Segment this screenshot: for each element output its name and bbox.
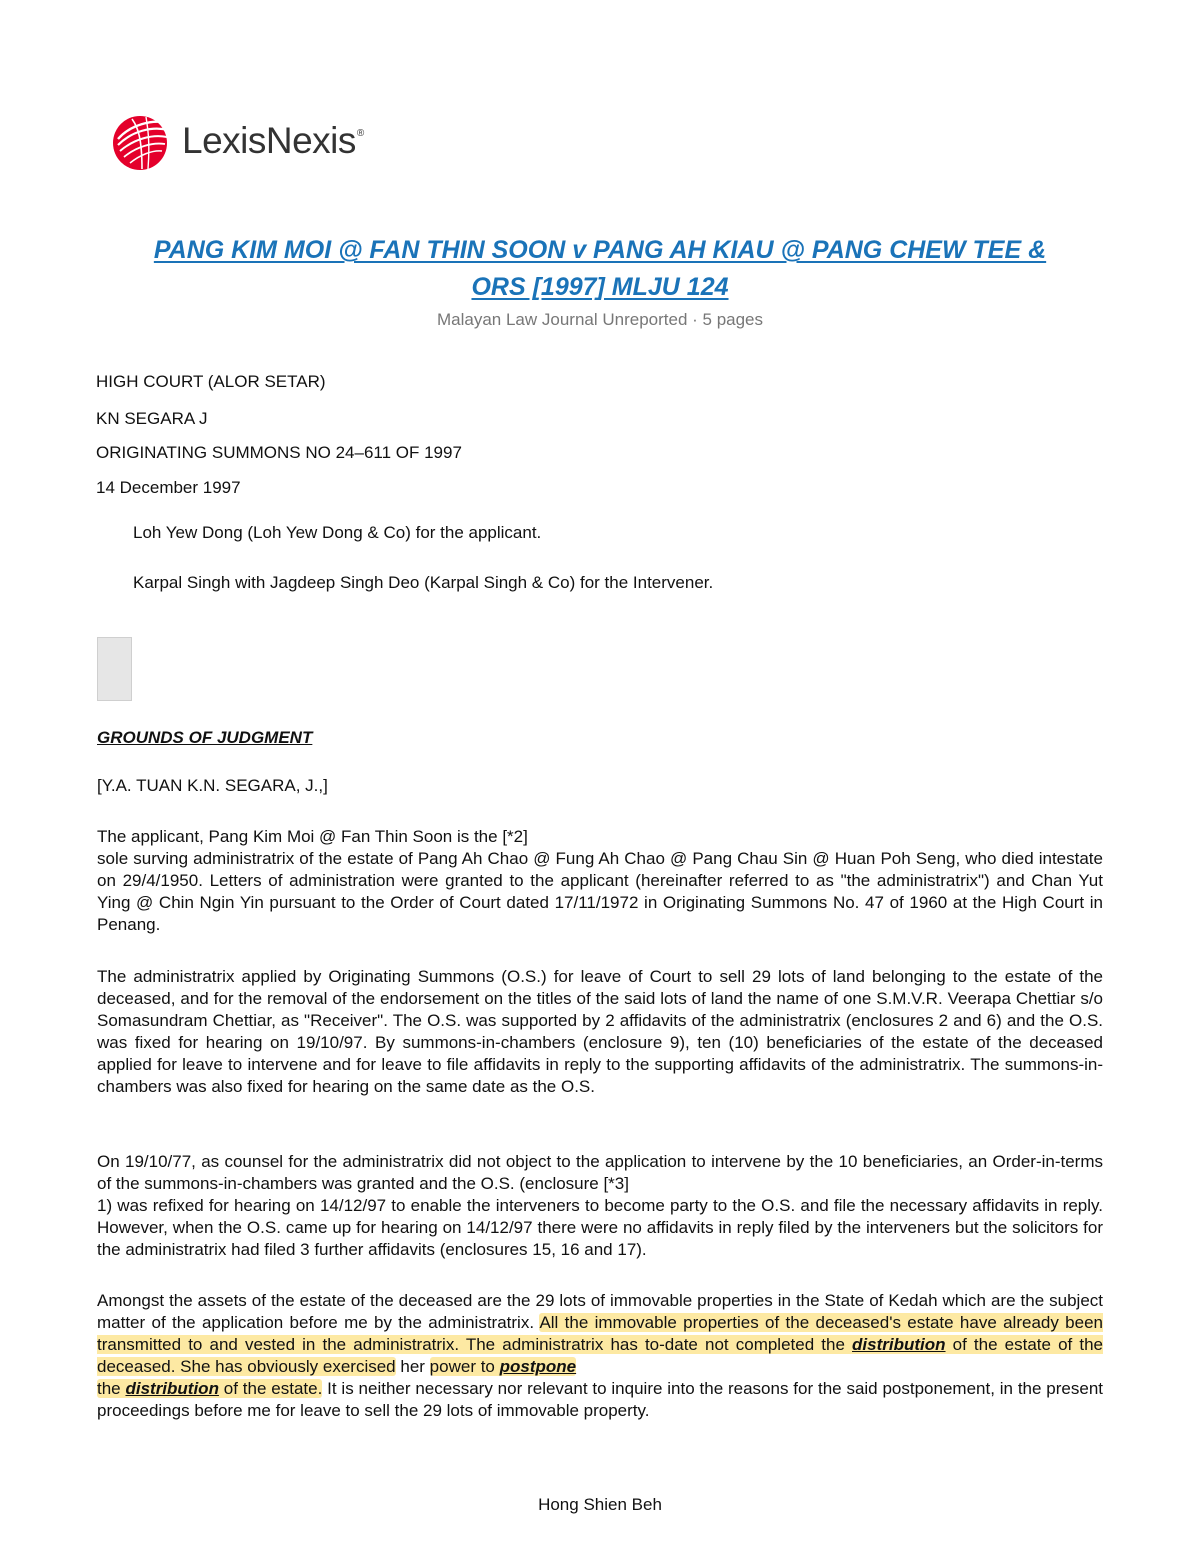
paragraph-3-body: 1) was refixed for hearing on 14/12/97 to enable the interveners to become party to the O.S. and file the necessary affidavits in reply. However, when the O.S. came up for hearing on 14/12/97 there were no affidavits in reply filed by the interveners but the solicitors for the administratrix had filed 3 further affidavits (enclosures 15, 16 and 17). bbox=[97, 1196, 1103, 1259]
paragraph-2: The administratrix applied by Originating Summons (O.S.) for leave of Court to sell 29 lots of land belonging to the estate of the deceased, and for the removal of the endorsement on the titles of the said lots of land the name of one S.M.V.R. Veerapa Chettiar s/o Somasundram Chettiar, as "Receiver". The O.S. was supported by 2 affidavits of the administratrix (enclosures 2 and 6) and the O.S. was fixed for hearing on 19/10/97. By summons-in-chambers (enclosure 9), ten (10) beneficiaries of the estate of the deceased applied for leave to intervene and for leave to file affidavits in reply to the supporting affidavits of the administratrix. The summons-in-chambers was also fixed for hearing on the same date as the O.S. bbox=[97, 967, 1103, 1096]
paragraph-3 bbox=[97, 1151, 1103, 1261]
image-placeholder bbox=[97, 637, 132, 701]
paragraph-4: Amongst the assets of the estate of the deceased are the 29 lots of immovable properties in the State of Kedah which are the subject matter of the application before me by the administratrix. All the immovable properties of the deceased's estate have already been transmitted to and vested in the administratrix. The administratrix has to-date not completed the distribution of the estate of the deceased. She has obviously exercised her power to postpone the distribution of the estate. It is neither necessary nor relevant to inquire into the reasons for the said postponement, in the present proceedings before me for leave to sell the 29 lots of immovable property. bbox=[97, 1291, 1104, 1420]
counsel-applicant: Loh Yew Dong (Loh Yew Dong & Co) for the applicant. bbox=[133, 523, 542, 542]
keyword-postpone: postpone bbox=[499, 1357, 577, 1376]
case-title-line-2[interactable]: ORS [1997] MLJU 124 bbox=[471, 273, 729, 301]
logo-wordmark: LexisNexis® bbox=[182, 120, 364, 161]
judgment-date: 14 December 1997 bbox=[96, 478, 241, 497]
keyword-distribution: distribution bbox=[852, 1335, 946, 1354]
case-source: Malayan Law Journal Unreported · 5 pages bbox=[436, 310, 764, 329]
judge-name: KN SEGARA J bbox=[96, 409, 208, 428]
case-title-link[interactable] bbox=[100, 232, 1100, 306]
highlight-3: the distribution of the estate. bbox=[97, 1379, 323, 1398]
page-footer-author: Hong Shien Beh bbox=[538, 1495, 662, 1514]
lexisnexis-logo bbox=[108, 108, 364, 174]
highlight-1: All the immovable properties of the deceased's estate have already been transmitted to and vested in the administratrix. The administratrix has to-date not completed the distribution of the estate of the deceased. She has obviously exercised bbox=[97, 1313, 1104, 1376]
judge-line: [Y.A. TUAN K.N. SEGARA, J.,] bbox=[97, 776, 328, 795]
grounds-heading: GROUNDS OF JUDGMENT bbox=[97, 728, 313, 747]
lexisnexis-logo-icon bbox=[108, 109, 172, 173]
paragraph-1-first-line: The applicant, Pang Kim Moi @ Fan Thin Soon is the [*2] bbox=[97, 827, 528, 846]
keyword-distribution-2: distribution bbox=[125, 1379, 219, 1398]
paragraph-1-body: sole surving administratrix of the estate of Pang Ah Chao @ Fung Ah Chao @ Pang Chau Sin @ Huan Poh Seng, who died intestate on 29/4/1950. Letters of administration were granted to the applicant (hereinafter referred to as "the administratrix") and Chan Yut Ying @ Chin Ngin Yin pursuant to the Order of Court dated 17/11/1972 in Originating Summons No. 47 of 1960 at the High Court in Penang. bbox=[97, 849, 1103, 934]
paragraph-4-text: Amongst the assets of the estate of the deceased are the 29 lots of immovable properties in the State of Kedah which are the subject matter of the application before me by the administratrix. bbox=[97, 1291, 1103, 1332]
highlight-2: power to postpone bbox=[429, 1357, 577, 1376]
paragraph-3-first-lines: On 19/10/77, as counsel for the administratrix did not object to the application to intervene by the 10 beneficiaries, an Order-in-terms of the summons-in-chambers was granted and the O.S. (enclosure [*3] bbox=[97, 1152, 1103, 1193]
paragraph-1 bbox=[97, 826, 1103, 936]
counsel-intervener: Karpal Singh with Jagdeep Singh Deo (Karpal Singh & Co) for the Intervener. bbox=[133, 573, 714, 592]
summons-number: ORIGINATING SUMMONS NO 24–611 OF 1997 bbox=[96, 443, 462, 462]
court-name: HIGH COURT (ALOR SETAR) bbox=[96, 372, 326, 391]
case-title-line-1[interactable]: PANG KIM MOI @ FAN THIN SOON v PANG AH KIAU @ PANG CHEW TEE & bbox=[153, 236, 1047, 264]
